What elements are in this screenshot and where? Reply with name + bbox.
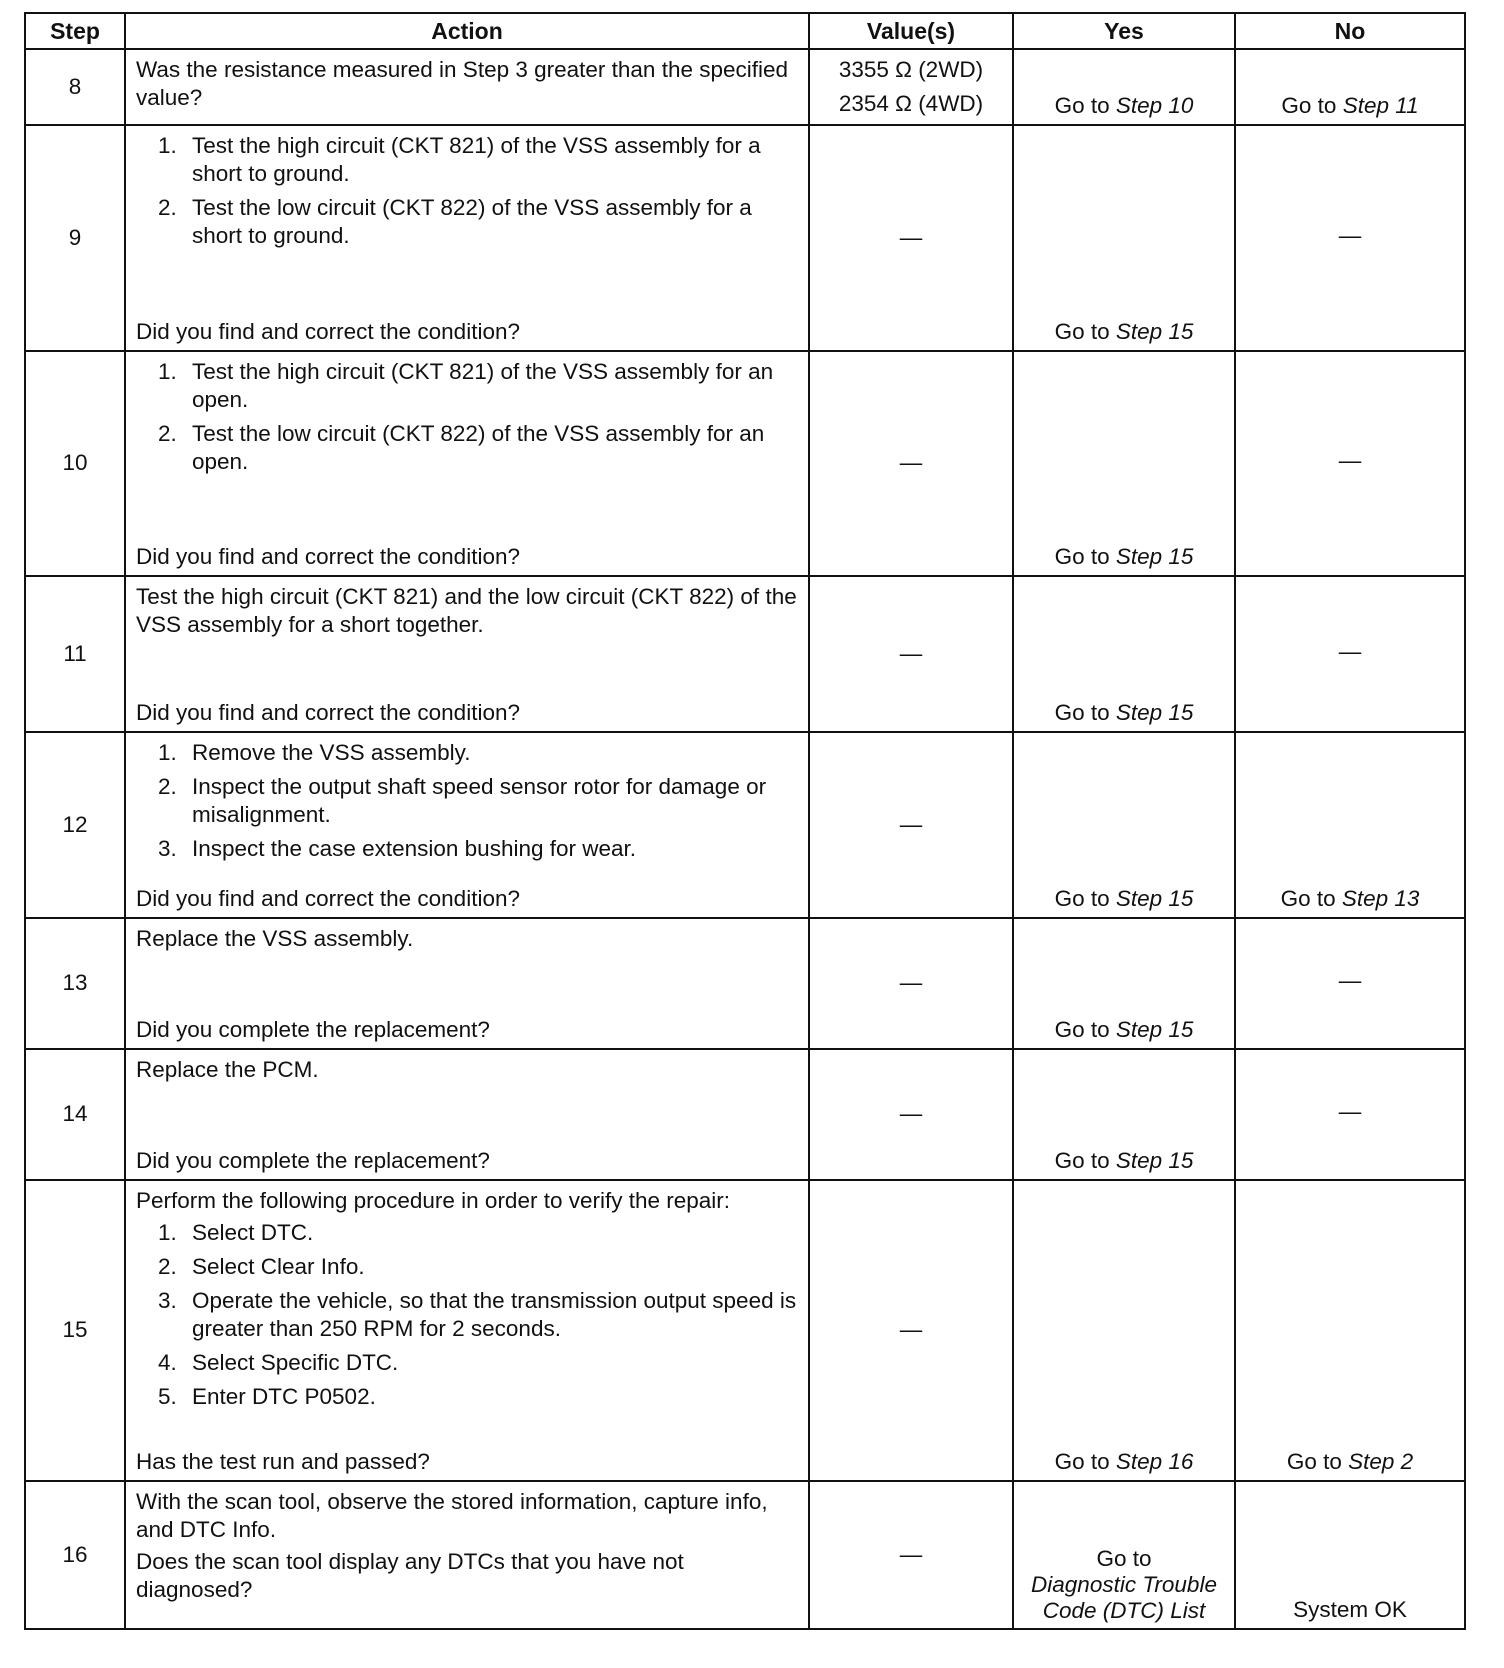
action-cell — [125, 49, 809, 125]
list-item: 3. Operate the vehicle, so that the transmission output speed is greater than 250 RPM for 2 seconds. — [158, 1287, 797, 1341]
dash-value: — — [899, 812, 923, 838]
values-cell — [809, 49, 1013, 125]
no-step-link[interactable]: Step 13 — [1341, 886, 1420, 912]
dash-value: — — [899, 450, 923, 476]
dash-value: — — [899, 1542, 923, 1568]
dash-value: — — [1338, 968, 1362, 994]
values-cell — [809, 125, 1013, 351]
list-item: 1. Test the high circuit (CKT 821) of the VSS assembly for a short to ground. — [158, 132, 761, 186]
dash-value: — — [1338, 639, 1362, 665]
step-number: 12 — [25, 732, 125, 918]
question-text: Did you find and correct the condition? — [136, 318, 520, 344]
yes-cell — [1013, 576, 1235, 732]
go-to-label: Go to — [1286, 1449, 1342, 1475]
yes-step-link[interactable]: Step 15 — [1115, 544, 1194, 570]
values-cell — [809, 1049, 1013, 1180]
step-number: 14 — [25, 1049, 125, 1180]
list-item: 1. Remove the VSS assembly. — [158, 740, 471, 766]
diagnostic-table — [24, 12, 1466, 1630]
header-no: No — [1235, 13, 1465, 49]
list-item: 2. Inspect the output shaft speed sensor rotor for damage or misalignment. — [158, 774, 767, 828]
step-number: 15 — [25, 1180, 125, 1482]
table-row — [25, 351, 1465, 577]
no-cell — [1235, 576, 1465, 732]
yes-step-link[interactable]: Step 15 — [1115, 886, 1194, 912]
action-cell — [125, 576, 809, 732]
go-to-label: Go to — [1054, 92, 1110, 118]
yes-step-link[interactable]: Step 16 — [1115, 1449, 1194, 1475]
action-text: Test the high circuit (CKT 821) and the low circuit (CKT 822) of the VSS assembly for a short together. — [136, 584, 797, 638]
dash-value: — — [899, 641, 923, 667]
values-cell — [809, 918, 1013, 1049]
no-cell — [1235, 1049, 1465, 1180]
no-cell — [1235, 49, 1465, 125]
values-cell — [809, 1481, 1013, 1629]
go-to-label: Go to — [1096, 1546, 1152, 1571]
question-text: Did you find and correct the condition? — [136, 544, 520, 570]
header-yes: Yes — [1013, 13, 1235, 49]
list-item: 4. Select Specific DTC. — [158, 1349, 399, 1375]
header-step: Step — [25, 13, 125, 49]
values-cell — [809, 576, 1013, 732]
step-number: 8 — [25, 49, 125, 125]
table-row — [25, 918, 1465, 1049]
action-cell — [125, 918, 809, 1049]
table-row — [25, 125, 1465, 351]
list-item: 2. Test the low circuit (CKT 822) of the VSS assembly for a short to ground. — [158, 194, 752, 248]
go-to-label: Go to — [1281, 92, 1337, 118]
action-cell — [125, 125, 809, 351]
dtc-list-link[interactable]: Diagnostic Trouble Code (DTC) List — [1031, 1572, 1217, 1623]
no-step-link[interactable]: Step 11 — [1342, 92, 1419, 118]
yes-cell — [1013, 125, 1235, 351]
yes-cell — [1013, 1481, 1235, 1629]
dash-value: — — [899, 970, 923, 996]
no-cell — [1235, 732, 1465, 918]
action-cell — [125, 1049, 809, 1180]
list-item: 2. Select Clear Info. — [158, 1253, 365, 1279]
yes-step-link[interactable]: Step 15 — [1115, 700, 1194, 726]
go-to-label: Go to — [1280, 886, 1336, 912]
dash-value: — — [899, 224, 923, 250]
table-row — [25, 732, 1465, 918]
action-cell — [125, 732, 809, 918]
go-to-label: Go to — [1054, 1147, 1110, 1173]
step-number: 16 — [25, 1481, 125, 1629]
action-text: Perform the following procedure in order to verify the repair: — [136, 1187, 731, 1213]
yes-cell — [1013, 1049, 1235, 1180]
step-number: 13 — [25, 918, 125, 1049]
values-cell — [809, 351, 1013, 577]
no-cell — [1235, 125, 1465, 351]
go-to-label: Go to — [1054, 886, 1110, 912]
yes-step-link[interactable]: Step 10 — [1115, 92, 1194, 118]
table-row — [25, 1049, 1465, 1180]
go-to-label: Go to — [1054, 1016, 1110, 1042]
yes-step-link[interactable]: Step 15 — [1115, 318, 1194, 344]
question-text: Did you find and correct the condition? — [136, 886, 520, 912]
list-item: 1. Test the high circuit (CKT 821) of the VSS assembly for an open. — [158, 358, 774, 412]
no-cell — [1235, 918, 1465, 1049]
yes-cell — [1013, 49, 1235, 125]
action-cell — [125, 351, 809, 577]
header-action: Action — [125, 13, 809, 49]
dash-value: — — [899, 1101, 923, 1127]
no-cell — [1235, 1180, 1465, 1482]
no-step-link[interactable]: Step 2 — [1348, 1449, 1414, 1475]
dash-value: — — [1338, 448, 1362, 474]
question-text: Did you complete the replacement? — [136, 1147, 490, 1173]
go-to-label: Go to — [1054, 544, 1110, 570]
go-to-label: Go to — [1054, 318, 1110, 344]
yes-cell — [1013, 918, 1235, 1049]
list-item: 2. Test the low circuit (CKT 822) of the VSS assembly for an open. — [158, 420, 765, 474]
go-to-label: Go to — [1054, 700, 1110, 726]
question-text: Did you find and correct the condition? — [136, 700, 520, 726]
step-number: 10 — [25, 351, 125, 577]
step-number: 11 — [25, 576, 125, 732]
question-text: Has the test run and passed? — [136, 1449, 430, 1475]
list-item: 3. Inspect the case extension bushing for wear. — [158, 836, 637, 862]
list-item: 5. Enter DTC P0502. — [158, 1383, 376, 1409]
dash-value: — — [1338, 1099, 1362, 1125]
action-cell — [125, 1481, 809, 1629]
no-cell — [1235, 1481, 1465, 1629]
table-row — [25, 1481, 1465, 1629]
yes-step-link[interactable]: Step 15 — [1115, 1147, 1194, 1173]
value-4wd: 2354 Ω (4WD) — [838, 90, 984, 116]
go-to-label: Go to — [1054, 1449, 1110, 1475]
action-text: Replace the VSS assembly. — [136, 926, 414, 952]
question-text: Does the scan tool display any DTCs that you have not diagnosed? — [136, 1549, 684, 1603]
header-values: Value(s) — [809, 13, 1013, 49]
value-2wd: 3355 Ω (2WD) — [838, 56, 984, 82]
yes-cell — [1013, 732, 1235, 918]
action-cell — [125, 1180, 809, 1482]
step-number: 9 — [25, 125, 125, 351]
values-cell — [809, 1180, 1013, 1482]
values-cell — [809, 732, 1013, 918]
dash-value: — — [899, 1317, 923, 1343]
yes-cell — [1013, 1180, 1235, 1482]
dash-value: — — [1338, 222, 1362, 248]
action-text: With the scan tool, observe the stored information, capture info, and DTC Info. — [136, 1489, 768, 1543]
no-cell — [1235, 351, 1465, 577]
yes-step-link[interactable]: Step 15 — [1115, 1016, 1194, 1042]
action-text: Replace the PCM. — [136, 1056, 319, 1082]
question-text: Did you complete the replacement? — [136, 1016, 490, 1042]
yes-cell — [1013, 351, 1235, 577]
system-ok-text: System OK — [1293, 1597, 1407, 1622]
action-text: Was the resistance measured in Step 3 greater than the specified value? — [136, 57, 789, 110]
list-item: 1. Select DTC. — [158, 1219, 314, 1245]
header-row — [25, 13, 1465, 49]
table-row — [25, 576, 1465, 732]
table-row — [25, 49, 1465, 125]
table-row — [25, 1180, 1465, 1482]
